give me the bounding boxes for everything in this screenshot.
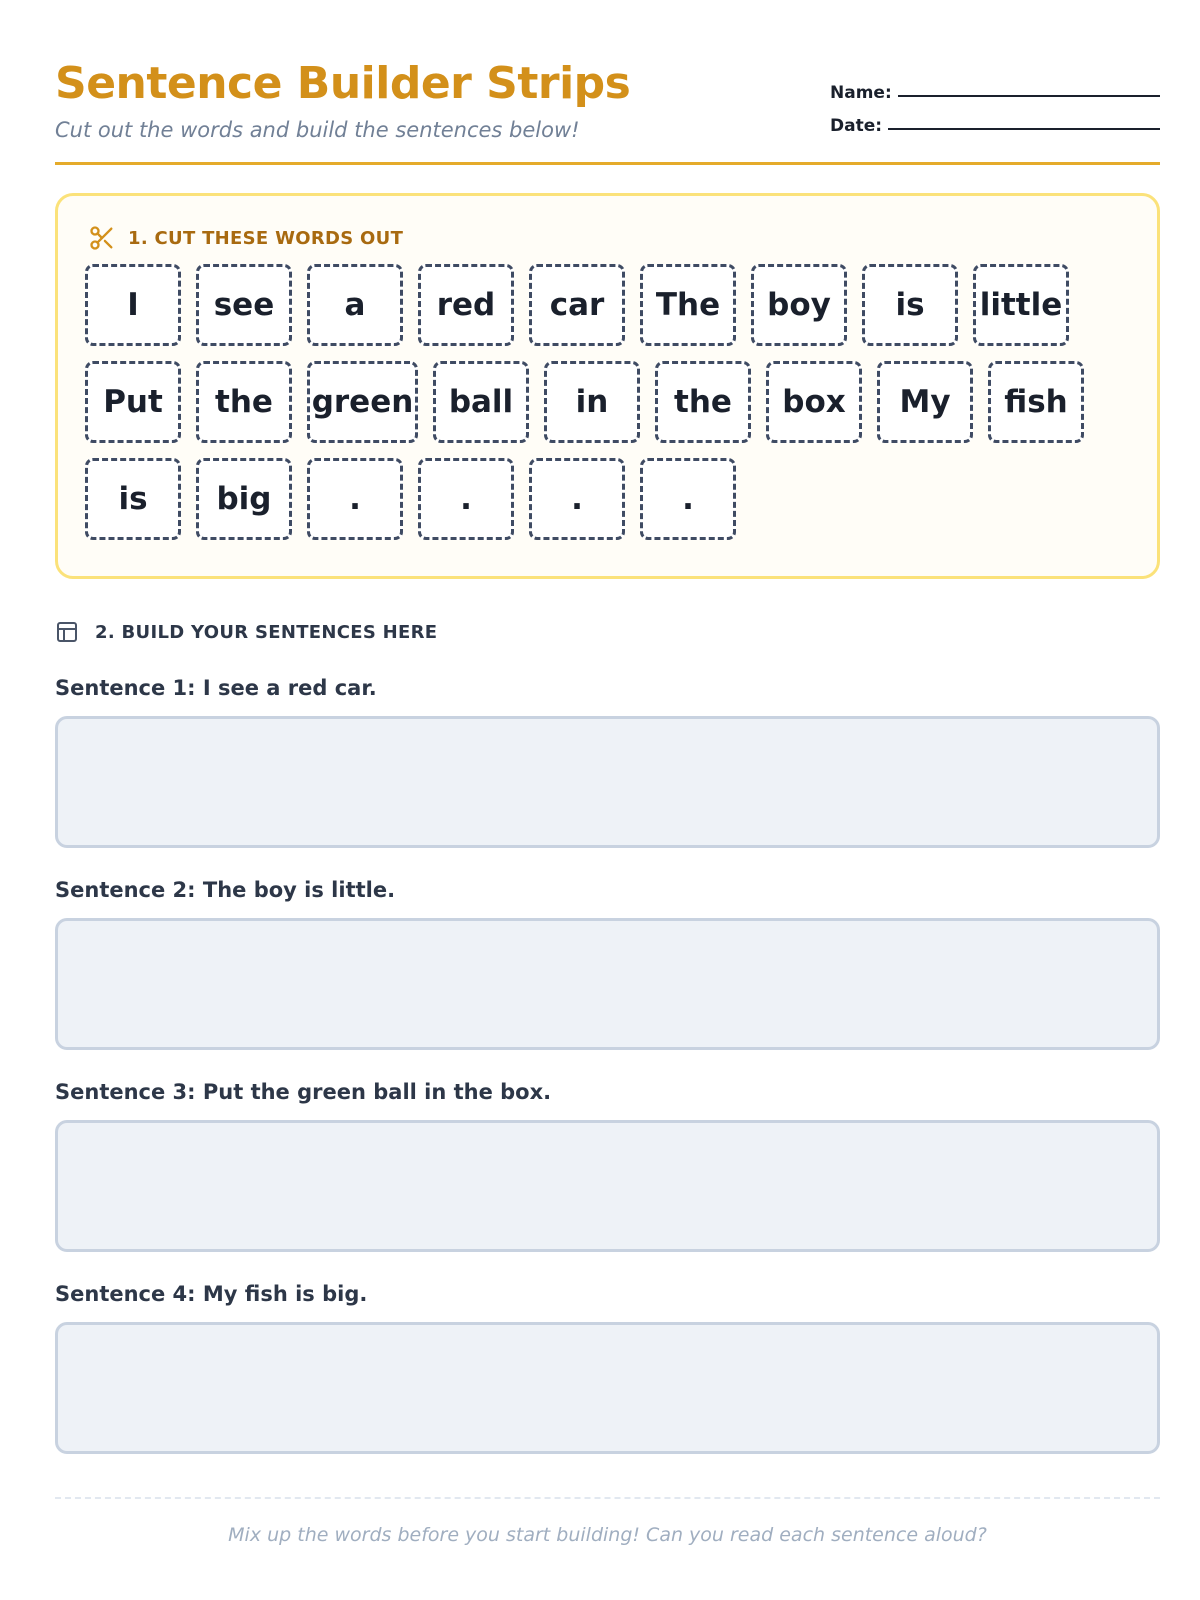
- word-card[interactable]: in: [544, 361, 640, 443]
- word-card[interactable]: is: [862, 264, 958, 346]
- sentence-label: Sentence 4: My fish is big.: [55, 1282, 368, 1306]
- cut-heading: [88, 224, 403, 252]
- word-card[interactable]: ball: [433, 361, 529, 443]
- scissors-icon: [88, 224, 116, 252]
- word-card[interactable]: My: [877, 361, 973, 443]
- name-line[interactable]: [898, 95, 1160, 97]
- word-card[interactable]: big: [196, 458, 292, 540]
- word-card[interactable]: little: [973, 264, 1069, 346]
- layout-icon: [55, 620, 79, 644]
- sentence-label: Sentence 3: Put the green ball in the box.: [55, 1080, 552, 1104]
- word-card[interactable]: boy: [751, 264, 847, 346]
- worksheet-page: [55, 0, 1160, 1600]
- word-card[interactable]: The: [640, 264, 736, 346]
- student-info: [830, 70, 1160, 136]
- sentence-label: Sentence 2: The boy is little.: [55, 878, 396, 902]
- sentence-strip[interactable]: [55, 716, 1160, 848]
- word-card[interactable]: Put: [85, 361, 181, 443]
- page-subtitle: Cut out the words and build the sentences below!: [55, 118, 580, 142]
- build-heading: [55, 620, 437, 644]
- word-card[interactable]: .: [307, 458, 403, 540]
- word-card[interactable]: the: [655, 361, 751, 443]
- sentence-label: Sentence 1: I see a red car.: [55, 676, 377, 700]
- date-row: [830, 103, 1160, 136]
- word-card[interactable]: .: [418, 458, 514, 540]
- sentence-strip[interactable]: [55, 1322, 1160, 1454]
- word-card[interactable]: box: [766, 361, 862, 443]
- word-card[interactable]: .: [640, 458, 736, 540]
- word-card[interactable]: green: [307, 361, 418, 443]
- date-line[interactable]: [888, 128, 1160, 130]
- name-row: [830, 70, 1160, 103]
- date-label: Date:: [830, 116, 883, 136]
- word-card[interactable]: see: [196, 264, 292, 346]
- word-card[interactable]: a: [307, 264, 403, 346]
- sentence-strip[interactable]: [55, 1120, 1160, 1252]
- page-title: Sentence Builder Strips: [55, 58, 631, 109]
- footer-divider: [55, 1497, 1160, 1499]
- word-card[interactable]: red: [418, 264, 514, 346]
- cut-words-section: [55, 193, 1160, 579]
- word-card[interactable]: is: [85, 458, 181, 540]
- word-card[interactable]: the: [196, 361, 292, 443]
- sentence-strip[interactable]: [55, 918, 1160, 1050]
- footer-tip: Mix up the words before you start building! Can you read each sentence aloud?: [228, 1524, 987, 1546]
- build-heading-label: 2. BUILD YOUR SENTENCES HERE: [95, 621, 438, 643]
- word-card[interactable]: I: [85, 264, 181, 346]
- worksheet-header: [55, 50, 1160, 165]
- word-card[interactable]: .: [529, 458, 625, 540]
- word-card[interactable]: car: [529, 264, 625, 346]
- word-card[interactable]: fish: [988, 361, 1084, 443]
- cut-heading-label: 1. CUT THESE WORDS OUT: [128, 227, 404, 249]
- name-label: Name:: [830, 83, 892, 103]
